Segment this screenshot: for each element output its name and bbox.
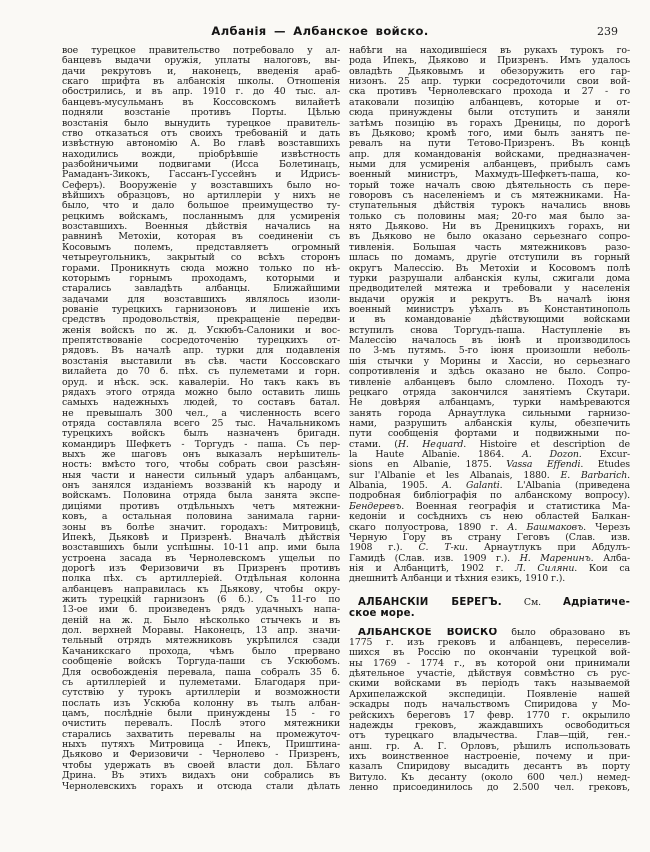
text-segment: См. <box>501 596 564 608</box>
text-line: извѣстную автономію А. Во главѣ возставшихъ <box>62 139 340 150</box>
text-line: жить турецкій гарнизонъ (6 б.). Съ 11-го по <box>62 595 340 606</box>
text-line: самыхъ надежныхъ людей, то составъ батал. <box>62 398 340 409</box>
text-line: Не довѣряя албанцамъ, турки намѣреваются <box>349 398 630 409</box>
text-line: анш. гр. А. Г. Орловъ, рѣшилъ использовать <box>349 741 630 752</box>
text-line: говоровъ съ населеніемъ и съ мятежниками. На- <box>349 191 630 202</box>
text-line: занять города Арнаутлука сильными гарнизо- <box>349 408 630 419</box>
bibliography-author: Л. Силяни <box>515 563 575 574</box>
text-line: ревалъ на пути Тетово-Призренъ. Въ концѣ <box>349 139 630 150</box>
text-line <box>349 564 630 574</box>
text-line: рейскихъ береговъ 17 февр. 1770 г. окрылило <box>349 710 630 721</box>
text-line: вое турецкое правительство потребовало у ал- <box>62 46 340 56</box>
text-line: округъ Малессію. Въ Метохіи и Косовомъ полѣ <box>349 263 630 274</box>
text-line: банцевъ выдачи оружія, уплаты налоговъ, вы- <box>62 56 340 67</box>
text-line: дорогѣ изъ Феризовичи въ Призренъ противъ <box>62 563 340 574</box>
text-line: атаковали позицію албанцевъ, которые и от- <box>349 97 630 108</box>
bibliography-author: A. Dozon <box>522 450 579 461</box>
bibliography-author: E. Barbarich <box>560 470 628 481</box>
text-segment: . Алба- <box>590 553 630 564</box>
text-line <box>349 481 630 491</box>
text-line: ступательныя дѣйствія турокъ начались вновь <box>349 201 630 212</box>
text-line: ными для усмиренія албанцевъ, прибылъ самъ <box>349 159 630 170</box>
text-line: послать изъ Ускюба колонну въ тылъ албан- <box>62 698 340 709</box>
entry-title: АЛБАНСКІЙ БЕРЕГЪ. <box>358 596 502 608</box>
text-block-continuation <box>349 46 630 585</box>
text-line: возставшихъ. Военныя дѣйствія начались на <box>62 222 340 233</box>
text-line: обострились, и въ апр. 1910 г. до 40 тыс. ал- <box>62 87 340 98</box>
text-line: Рамаданъ-Зикокъ, Гассанъ-Гуссейнъ и Идрисъ- <box>62 170 340 181</box>
text-line: затѣмъ позицію въ горахъ Дреницы, по дорогѣ <box>349 118 630 129</box>
text-line: нято Дьяково. Ни въ Дреницкихъ горахъ, ни <box>349 222 630 233</box>
text-line: отъ турецкаго владычества. Глав—щій, ген.- <box>349 731 630 742</box>
text-line: ленно присоединилось до 2.500 чел. грековъ, <box>349 783 630 794</box>
text-line: предводителей мятежа и требовали у населенія <box>349 284 630 295</box>
text-line: сюда принуждены были отступить и заняли <box>349 108 630 119</box>
text-line: Ипекѣ, Дьяковѣ и Призренѣ. Вначалѣ дѣйствія <box>62 532 340 543</box>
text-line: сообщеніе войскъ Торгуда-паши съ Ускюбомъ. <box>62 657 340 668</box>
text-line: въ Дьяково; кромѣ того, ими былъ занятъ пе- <box>349 128 630 139</box>
text-line: Черную Гору въ страну Геговъ (Слав. изв. <box>349 532 630 543</box>
text-line: выхъ же шаговъ онъ выказалъ нерѣшитель- <box>62 450 340 461</box>
text-line: рядовъ. Въ началѣ апр. турки для подавленія <box>62 346 340 357</box>
text-line: дачи рекрутовъ и, наконецъ, введенія араб- <box>62 66 340 77</box>
text-line: 1775 г. изъ грековъ и албанцевъ, переселив- <box>349 638 630 649</box>
text-line: нами, разрушить албанскія кулы, обезпечить <box>349 418 630 429</box>
entry-title: АЛБАНСКОЕ ВОЙСКО <box>358 627 498 638</box>
page-header <box>62 24 630 40</box>
text-line: сопротивленія и здѣсь оказано не было. Сопро- <box>349 367 630 378</box>
text-line <box>349 440 630 450</box>
text-line: женія войскъ по ж. д. Ускюбъ-Салоники и вос- <box>62 325 340 336</box>
text-line: отряда составляла всего 25 тыс. Начальникомъ <box>62 418 340 429</box>
text-line: войскамъ. Половина отряда была занята экспе- <box>62 491 340 502</box>
text-line: и въ командованіе дѣйствующими войсками <box>349 315 630 326</box>
text-line: вступилъ снова Торгудъ-паша. Наступленіе въ <box>349 325 630 336</box>
text-line: въ Дьяково не было оказано серьезнаго сопро- <box>349 232 630 243</box>
text-line: дѣятельное участіе, дѣйствуя совмѣстно съ рус- <box>349 669 630 680</box>
text-line: по 3-мъ путямъ. 5-го іюня произошли неболь- <box>349 346 630 357</box>
text-line: только съ половины мая; 20-го мая было за- <box>349 211 630 222</box>
text-line: сутствію у турокъ артиллеріи и возможности <box>62 688 340 699</box>
text-line: Сеферъ). Вооруженіе у возставшихъ было но- <box>62 180 340 191</box>
text-line: тивленіе албанцевъ было сломлено. Походъ ту- <box>349 377 630 388</box>
text-line: ныхъ путяхъ Митровица - Ипекъ, Приштина- <box>62 740 340 751</box>
text-line: набѣги на находившіеся въ рукахъ турокъ го- <box>349 46 630 56</box>
text-line: задачами для возставшихъ являлось изоли- <box>62 294 340 305</box>
entry-title: ское море. <box>349 607 415 619</box>
text-line: рованіе турецкихъ гарнизоновъ и лишеніе ихъ <box>62 304 340 315</box>
text-line: ны 1769 - 1774 г., въ которой они принимали <box>349 658 630 669</box>
text-line: турки разрушали албанскія кулы, сжигали дома <box>349 273 630 284</box>
text-line: разбойничьими подвигами (Исса Болетинацъ, <box>62 159 340 170</box>
right-column <box>349 46 630 793</box>
text-line: тельный отрядъ мятежниковъ укрѣпился сзади <box>62 636 340 647</box>
text-line: ска противъ Чернолевскаго прохода и 27 - го <box>349 87 630 98</box>
bibliography-author: H. Hequard <box>397 439 464 450</box>
text-line: рецкаго отряда закончился занятіемъ Скутари. <box>349 387 630 398</box>
text-line: рядахъ этого отряда можно было оставить лишь <box>62 387 340 398</box>
bibliography-author: Бендеревъ <box>349 501 402 512</box>
text-line: онъ занялся изданіемъ воззваній къ народу и <box>62 481 340 492</box>
text-line: препятствованіе сосредоточенію турецкихъ от- <box>62 336 340 347</box>
text-line: находились вожди, пріобрѣвшіе извѣстность <box>62 149 340 160</box>
text-line: албанцевъ направилась къ Дьякову, чтобы окру- <box>62 584 340 595</box>
text-line: Косовымъ полемъ, представляетъ огромный <box>62 242 340 253</box>
text-line: днешнитѣ Албанци и тѣхния езикъ, 1910 г.). <box>349 574 566 585</box>
text-segment: 1908 г.). <box>349 543 419 554</box>
entry-title: Адріатиче- <box>563 596 630 608</box>
text-line: скаго шрифта въ албанскія школы. Отношенія <box>62 77 340 88</box>
text-line: кедоніи и сосѣднихъ съ нею областей Балкан- <box>349 512 630 523</box>
text-line: чтобы удержать въ своей власти дол. Бѣлаго <box>62 760 340 771</box>
text-segment: sions en Albanie, 1875. <box>349 460 507 471</box>
text-line: очистить перевалъ. Послѣ этого мятежники <box>62 719 340 730</box>
text-line: выдачи оружія и рекрутъ. Въ началѣ іюня <box>349 294 630 305</box>
text-body <box>62 46 630 793</box>
text-segment: стами. ( <box>349 439 398 450</box>
bibliography-author: Н. Маренинъ <box>519 553 591 564</box>
text-line: ность: вмѣсто того, чтобы собрать свои разсѣян- <box>62 460 340 471</box>
page-number: 239 <box>597 25 618 38</box>
text-line: банцевъ-мусульманъ въ Коссовскомъ вилайетѣ <box>62 97 340 108</box>
left-column <box>62 46 340 793</box>
text-line: рецкимъ войскамъ, посланнымъ для усмиренія <box>62 211 340 222</box>
text-line: казалъ Спиридову высадить десантъ въ порту <box>349 762 630 773</box>
text-line: цамъ, послѣдніе были принуждены 15 - го <box>62 709 340 719</box>
text-line: подробная библіографія по албанскому вопросу). <box>349 491 630 502</box>
text-line <box>349 460 630 470</box>
text-line: 13-ое ими б. произведенъ рядъ удачныхъ напа- <box>62 605 340 616</box>
text-line: шлась по домамъ, другіе отступили въ горный <box>349 253 630 264</box>
text-line: которымъ горнымъ проходамъ, которыми и <box>62 273 340 284</box>
text-segment: la Haute Albanie. 1864. <box>349 450 523 461</box>
text-line: тивленія. Большая часть мятежниковъ разо- <box>349 242 630 253</box>
text-line <box>349 608 630 619</box>
bibliography-author: A. Galanti <box>442 481 500 492</box>
text-segment: . Кои са <box>574 563 630 574</box>
text-segment: было образовано въ <box>497 627 630 638</box>
text-line: возстанія выставили въ сѣв. части Коссовскаго <box>62 356 340 367</box>
text-segment: . Excur- <box>578 450 630 461</box>
text-line <box>349 450 630 460</box>
text-line: не превышалъ 300 чел., а численность всего <box>62 408 340 419</box>
text-line: торый тоже началъ свою дѣятельность съ пере- <box>349 180 630 191</box>
text-line: Дьяково и Феризовичи - Чернолево - Призренъ, <box>62 750 340 761</box>
text-line: шихся въ Россію по окончаніи турецкой вой- <box>349 648 630 659</box>
text-line: вилайета до 70 б. пѣх. съ пулеметами и горн. <box>62 367 340 378</box>
text-line: военный министръ, Махмудъ-Шефкетъ-паша, ко- <box>349 170 630 181</box>
text-line: возстанія было вынудить турецкое правитель- <box>62 118 340 129</box>
text-line: овладѣть Дьяковымъ и обезоружить его гар- <box>349 66 630 77</box>
text-line: средствъ продовольствія, прекращеніе передви- <box>62 315 340 326</box>
bibliography-author: Vassa Effendi <box>506 460 581 471</box>
text-segment: скаго полуострова, 1890 г. <box>349 522 508 533</box>
text-line: ство отказаться отъ своихъ требованій и дать <box>62 128 340 139</box>
text-line: старались завладѣть албанцы. Ближайшими <box>62 284 340 295</box>
text-segment: sur l'Albanie et les Albanais, 1880. <box>349 470 561 481</box>
text-line: диціями противъ отдѣльныхъ четъ мятежни- <box>62 501 340 512</box>
text-line: дол. верхней Моравы. Наконецъ, 13 апр. значи- <box>62 626 340 637</box>
text-line: старались захватить перевалы на промежуточ- <box>62 729 340 740</box>
text-line: горами. Проникнуть сюда можно только по нѣ- <box>62 263 340 274</box>
text-line: Витуло. Къ десанту (около 600 чел.) немед- <box>349 772 630 783</box>
text-line: полка пѣх. съ артиллеріей. Отдѣльная колонна <box>62 574 340 585</box>
bibliography-author: А. Башмаковъ <box>507 522 584 533</box>
text-line: Архипелажской экспедиціи. Появленіе нашей <box>349 689 630 700</box>
text-line <box>349 523 630 533</box>
text-line: оруд. и нѣск. эск. кавалеріи. Но такъ какъ въ <box>62 377 340 388</box>
text-line: пути сообщенія фортами и подвижными по- <box>349 429 630 440</box>
text-segment: Albania, 1905. <box>349 481 443 492</box>
text-line <box>349 628 630 638</box>
text-line: устроена засада въ Чернолевскомъ ущельи по <box>62 553 340 564</box>
text-line: возставшихъ были успѣшны. 10-11 апр. ими была <box>62 543 340 554</box>
text-line: Качаникскаго прохода, чѣмъ было прервано <box>62 646 340 657</box>
text-line: турецкихъ войскъ былъ назначенъ бригадн. <box>62 429 340 440</box>
text-segment: . Арнаутлукъ при Абдулъ- <box>464 543 630 554</box>
text-line: равнинѣ Метохіи, которая въ соединеніи съ <box>62 232 340 243</box>
text-line: надежды грековъ, жаждавшихъ освободиться <box>349 720 630 731</box>
text-line: съ артиллеріей и пулеметами. Благодаря при- <box>62 677 340 688</box>
text-line: Малессію началось въ іюнѣ и производилось <box>349 336 630 347</box>
text-segment: нія и Албанцитѣ, 1902 г. <box>349 563 516 574</box>
text-block-entry <box>349 628 630 794</box>
text-line <box>349 471 630 481</box>
text-line: Для освобожденія перевала, паша собралъ 35 б. <box>62 667 340 678</box>
text-line: эскадры подъ начальствомъ Спиридова у Мо- <box>349 700 630 711</box>
text-line: было, что и дало большое преимущество ту- <box>62 201 340 212</box>
running-head-title: Албанія — Албанское войско. <box>211 24 429 38</box>
text-line: Чернолевскихъ горахъ и отсюда стали дѣлать <box>62 781 340 792</box>
text-line: подняли возстаніе противъ Порты. Цѣлью <box>62 108 340 119</box>
text-segment: . Histoire et description de <box>463 439 630 450</box>
text-line: низонъ. 25 апр. турки сосредоточили свои вой- <box>349 77 630 88</box>
text-segment: . Черезъ <box>583 522 630 533</box>
text-segment: . Военная географія и статистика Ма- <box>401 501 630 512</box>
text-line: командиръ Шефкетъ - Торгудъ - паша. Съ пер- <box>62 439 340 450</box>
text-block-entry-header <box>349 597 630 619</box>
text-line: четыреугольникъ, закрытый со всѣхъ сторонъ <box>62 253 340 264</box>
text-line: скими войсками въ періодъ такъ называемой <box>349 679 630 690</box>
text-segment: Гамидѣ (Слав. изв. 1909 г.). <box>349 553 520 564</box>
text-line <box>349 554 630 564</box>
text-line: вѣйшихъ образцовъ, но артиллеріи у нихъ не <box>62 191 340 202</box>
bibliography-author: С. Т-ки <box>418 543 465 554</box>
text-line: шія стычки у Морины и Хассіи, но серьезнаго <box>349 356 630 367</box>
text-segment: . Études <box>580 460 630 471</box>
text-segment: . L'Albania (приведена <box>499 481 630 492</box>
text-line <box>349 543 630 553</box>
text-line <box>349 502 630 512</box>
text-line: ныя части и нанести сильный ударъ албанцамъ, <box>62 470 340 481</box>
text-segment: . <box>627 470 630 481</box>
text-line: рода Ипекъ, Дьяково и Призренъ. Имъ удалось <box>349 56 630 67</box>
text-line <box>349 597 630 608</box>
text-line: ихъ воинственное настроеніе, почему и при- <box>349 752 630 762</box>
text-line: военный министръ уѣхалъ въ Константинополь <box>349 304 630 315</box>
text-line: Дрина. Въ этихъ видахъ они собрались въ <box>62 771 340 782</box>
text-line: ковъ, а остальная половина занимала гарни- <box>62 512 340 523</box>
text-line: зоны въ болѣе значит. городахъ: Митровицѣ, <box>62 522 340 533</box>
text-line: апр. для командованія войсками, предназначен- <box>349 149 630 160</box>
text-line: деній на ж. д. Было нѣсколько стычекъ и въ <box>62 615 340 626</box>
text-block-continuation <box>62 46 340 792</box>
